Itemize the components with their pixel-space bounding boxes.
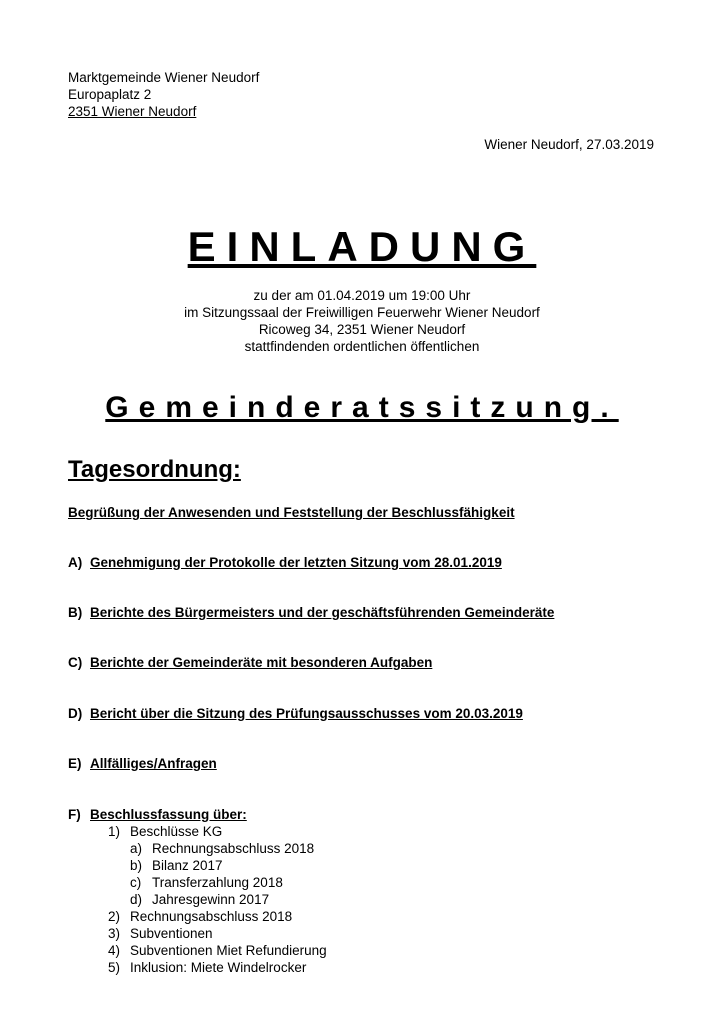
agenda-item-text: Genehmigung der Protokolle der letzten Sitzung vom 28.01.2019 [90,555,502,570]
agenda-item-text: Allfälliges/Anfragen [90,756,217,771]
agenda-item-b [68,605,554,620]
letter-date: Wiener Neudorf, 27.03.2019 [484,137,654,152]
sender-name: Marktgemeinde Wiener Neudorf [68,70,260,85]
intro-line-1: zu der am 01.04.2019 um 19:00 Uhr [253,288,471,303]
sender-city: 2351 Wiener Neudorf [68,104,197,119]
sub-item-number: 4) [108,943,121,958]
agenda-item-c [68,655,432,670]
agenda-heading: Tagesordnung: [68,456,241,483]
sub-item-2 [108,908,292,925]
sub-item-1 [108,823,222,840]
agenda-item-letter: E) [68,756,82,771]
agenda-item-letter: A) [68,555,83,570]
intro-line-4: stattfindenden ordentlichen öffentlichen [244,339,480,354]
sub-item-1d [130,891,269,908]
sub-item-text: Inklusion: Miete Windelrocker [130,960,307,975]
sub-item-3 [108,925,213,942]
agenda-item-a [68,555,502,570]
sub-item-text: Subventionen [130,926,213,941]
session-title: Gemeinderatssitzung. [105,391,619,424]
agenda-item-letter: C) [68,655,83,670]
agenda-item-letter: D) [68,706,83,721]
sub-item-text: Rechnungsabschluss 2018 [130,909,293,924]
sub-item-number: 5) [108,960,121,975]
agenda-item-text: Bericht über die Sitzung des Prüfungsausschusses vom 20.03.2019 [90,706,523,721]
agenda-item-letter: F) [68,807,81,822]
sub-item-number: a) [130,841,143,856]
sub-item-1a [130,840,314,857]
sub-item-1b [130,857,223,874]
sub-item-text: Subventionen Miet Refundierung [130,943,327,958]
agenda-item-d [68,706,523,721]
sub-item-text: Transferzahlung 2018 [152,875,283,890]
sender-street: Europaplatz 2 [68,87,152,102]
sub-item-4 [108,942,327,959]
intro-line-3: Ricoweg 34, 2351 Wiener Neudorf [258,322,466,337]
agenda-item-text: Beschlussfassung über: [90,807,247,822]
invitation-details [0,287,724,355]
sub-item-number: 1) [108,824,121,839]
sub-item-text: Beschlüsse KG [130,824,223,839]
sub-item-text: Bilanz 2017 [152,858,223,873]
agenda-item-f [68,807,247,822]
sub-item-1c [130,874,283,891]
sender-address [68,69,259,120]
agenda-item-letter: B) [68,605,83,620]
intro-line-2: im Sitzungssaal der Freiwilligen Feuerwehr Wiener Neudorf [184,305,540,320]
sub-item-number: d) [130,892,143,907]
sub-item-text: Jahresgewinn 2017 [152,892,270,907]
document-title: EINLADUNG [187,223,537,270]
sub-item-number: 3) [108,926,121,941]
sub-item-5 [108,959,306,976]
sub-item-number: c) [130,875,142,890]
agenda-item-e [68,756,217,771]
agenda-item-text: Berichte der Gemeinderäte mit besonderen Aufgaben [90,655,433,670]
sub-item-number: b) [130,858,143,873]
agenda-greeting: Begrüßung der Anwesenden und Feststellung der Beschlussfähigkeit [68,505,515,520]
agenda-item-text: Berichte des Bürgermeisters und der geschäftsführenden Gemeinderäte [90,605,555,620]
sub-item-number: 2) [108,909,121,924]
sub-item-text: Rechnungsabschluss 2018 [152,841,315,856]
